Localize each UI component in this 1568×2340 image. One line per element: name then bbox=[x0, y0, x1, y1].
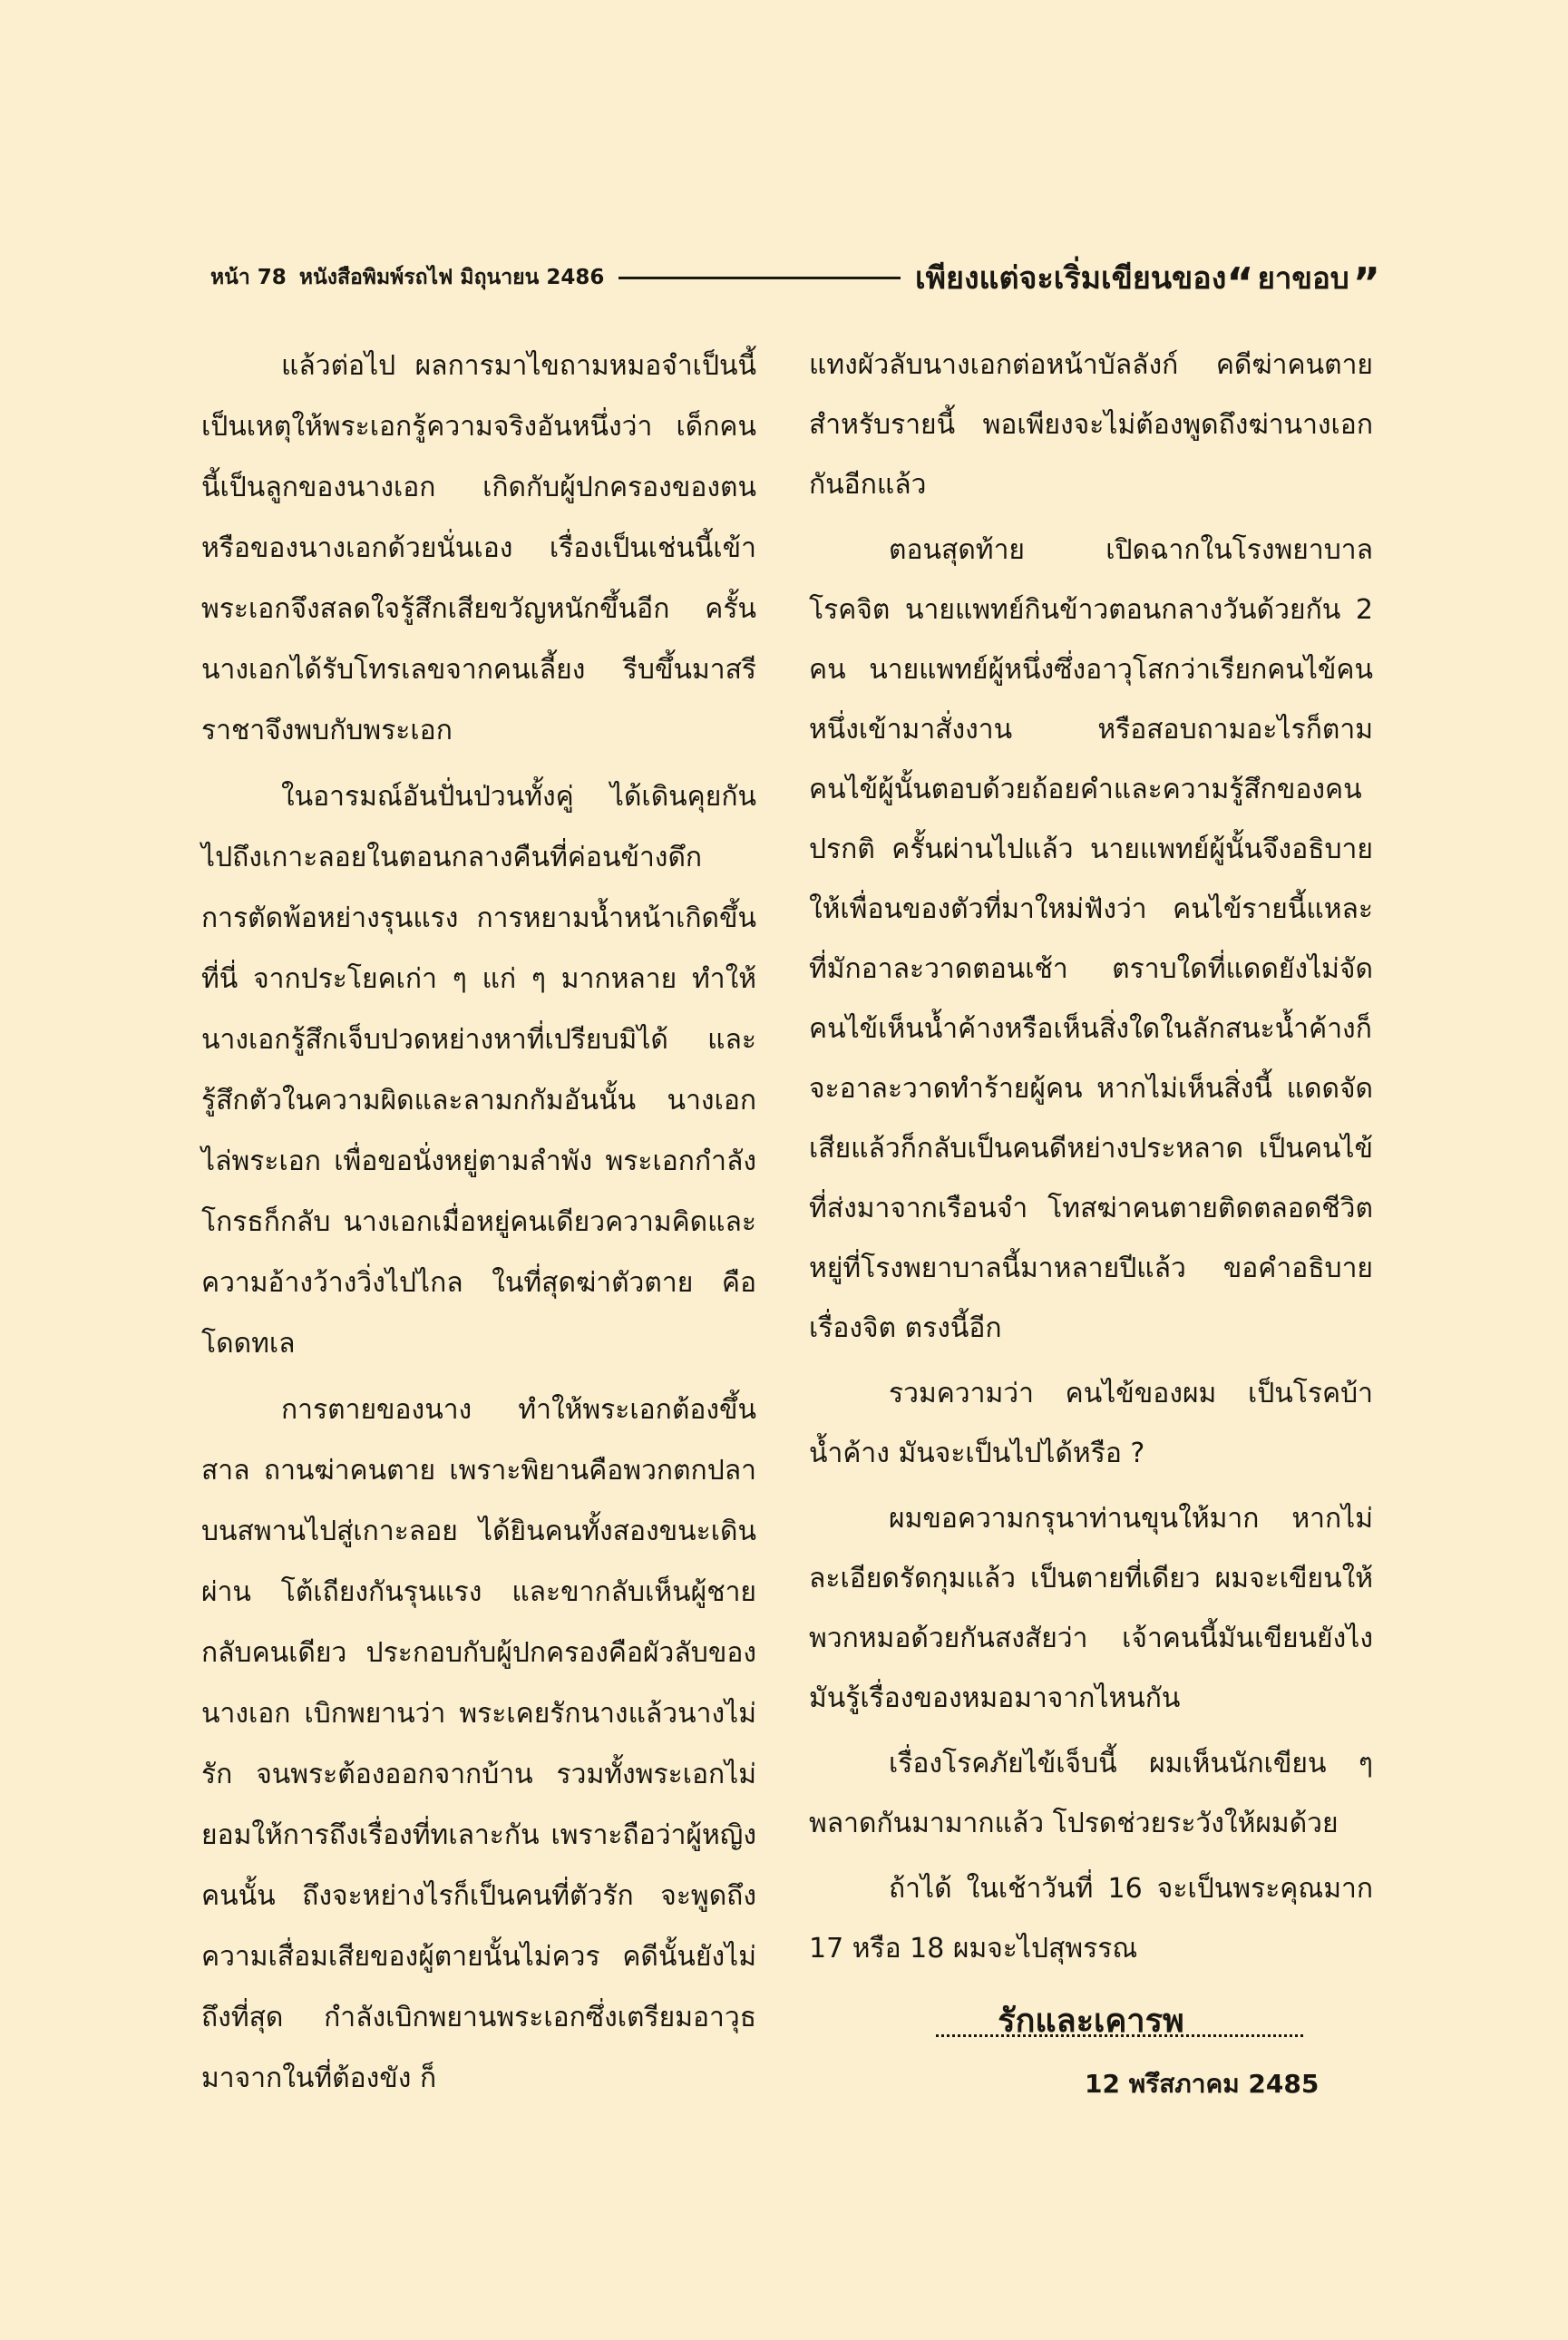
article-title: เพียงแต่จะเริ่มเขียนของ bbox=[915, 260, 1227, 297]
header-rule bbox=[618, 277, 901, 279]
paragraph: เรื่องโรคภัยไข้เจ็บนี้ ผมเห็นนักเขียน ๆ พลาดกันมามากแล้ว โปรดช่วยระวังให้ผมด้วย bbox=[809, 1748, 1373, 1839]
signature-line bbox=[936, 2034, 1303, 2037]
paragraph: ถ้าได้ ในเช้าวันที่ 16 จะเป็นพระคุณมาก 17 หรือ 18 ผมจะไปสุพรรณ bbox=[809, 1873, 1373, 1965]
paragraph: รวมความว่า คนไข้ของผม เป็นโรคบ้าน้ำค้าง มันจะเป็นไปได้หรือ ? bbox=[809, 1378, 1373, 1469]
open-quote: “ bbox=[1226, 258, 1254, 307]
left-column bbox=[201, 336, 756, 2109]
paragraph: ในอารมณ์อันปั่นป่วนทั้งคู่ ได้เดินคุยกันไปถึงเกาะลอยในตอนกลางคืนที่ค่อนข้างดึก การตัดพ้อหย่างรุนแรง การหยามน้ำหน้าเกิดขึ้นที่นี่ จากประโยคเก่า ๆ แก่ ๆ มากหลาย ทำให้นางเอกรู้สึกเจ็บปวดหย่างหาที่เปรียบมิได้ และรู้สึกตัวในความผิดและลามกกัมอันนั้น นางเอกไล่พระเอก เพื่อขอนั่งหยู่ตามลำพัง พระเอกกำลังโกรธก็กลับ นางเอกเมื่อหยู่คนเดียวความคิดและความอ้างว้างวิ่งไปไกล ในที่สุดฆ่าตัวตาย คือโดดทเล bbox=[201, 781, 756, 1360]
letter-date: 12 พรึสภาคม 2485 bbox=[1085, 2069, 1320, 2099]
page-number: หน้า 78 bbox=[210, 266, 287, 289]
page-header bbox=[210, 250, 1380, 305]
paragraph: ผมขอความกรุนาท่านขุนให้มาก หากไม่ละเอียดรัดกุมแล้ว เป็นตายที่เดียว ผมจะเขียนให้พวกหมอด้วยกันสงสัยว่า เจ้าคนนี้มันเขียนยังไง มันรู้เรื่องของหมอมาจากไหนกัน bbox=[809, 1503, 1373, 1714]
paragraph: แทงผัวลับนางเอกต่อหน้าบัลลังก์ คดีฆ่าคนตายสำหรับรายนี้ พอเพียงจะไม่ต้องพูดถึงฆ่านางเอกกันอีกแล้ว bbox=[809, 349, 1373, 501]
article-author: ยาขอบ bbox=[1257, 259, 1349, 296]
close-quote: ” bbox=[1352, 258, 1380, 307]
paragraph: ตอนสุดท้าย เปิดฉากในโรงพยาบาลโรคจิต นายแพทย์กินข้าวตอนกลางวันด้วยกัน 2 คน นายแพทย์ผู้หนึ่งซึ่งอาวุโสกว่าเรียกคนไข้คนหนึ่งเข้ามาสั่งงาน หรือสอบถามอะไรก็ตาม คนไข้ผู้นั้นตอบด้วยถ้อยคำและความรู้สึกของคนปรกติ ครั้นผ่านไปแล้ว นายแพทย์ผู้นั้นจึงอธิบายให้เพื่อนของตัวที่มาใหม่ฟังว่า คนไข้รายนี้แหละที่มักอาละวาดตอนเช้า ตราบใดที่แดดยังไม่จัด คนไข้เห็นน้ำค้างหรือเห็นสิ่งใดในลักสนะน้ำค้างก็จะอาละวาดทำร้ายผู้คน หากไม่เห็นสิ่งนี้ แดดจัดเสียแล้วก็กลับเป็นคนดีหย่างประหลาด เป็นคนไข้ที่ส่งมาจากเรือนจำ โทสฆ่าคนตายติดตลอดชีวิต หยู่ที่โรงพยาบาลนี้มาหลายปีแล้ว ขอคำอธิบายเรื่องจิต ตรงนี้อีก bbox=[809, 534, 1373, 1344]
right-column bbox=[809, 336, 1373, 2052]
closing-salutation: รักและเคารพ bbox=[998, 2003, 1184, 2040]
paragraph: การตายของนาง ทำให้พระเอกต้องขึ้นสาล ถานฆ่าคนตาย เพราะพิยานคือพวกตกปลาบนสพานไปสู่เกาะลอย ได้ยินคนทั้งสองขนะเดินผ่าน โต้เถียงกันรุนแรง และขากลับเห็นผู้ชายกลับคนเดียว ประกอบกับผู้ปกครองคือผัวลับของนางเอก เบิกพยานว่า พระเคยรักนางแล้วนางไม่รัก จนพระต้องออกจากบ้าน รวมทั้งพระเอกไม่ยอมให้การถึงเรื่องที่ทเลาะกัน เพราะถือว่าผู้หญิงคนนั้น ถึงจะหย่างไรก็เป็นคนที่ตัวรัก จะพูดถึงความเสื่อมเสียของผู้ตายนั้นไม่ควร คดีนั้นยังไม่ถึงที่สุด กำลังเบิกพยานพระเอกซึ่งเตรียมอาวุธมาจากในที่ต้องขัง ก็ bbox=[201, 1394, 756, 2094]
paragraph: แล้วต่อไป ผลการมาไขถามหมอจำเป็นนี้ เป็นเหตุให้พระเอกรู้ความจริงอันหนึ่งว่า เด็กคนนี้เป็นลูกของนางเอก เกิดกับผู้ปกครองของตนหรือของนางเอกด้วยนั่นเอง เรื่องเป็นเช่นนี้เข้า พระเอกจึงสลดใจรู้สึกเสียขวัญหนักขึ้นอีก ครั้นนางเอกได้รับโทรเลขจากคนเลี้ยง รีบขึ้นมาสรีราชาจึงพบกับพระเอก bbox=[201, 350, 756, 746]
publication-source: หนังสือพิมพ์รถไฟ มิถุนายน 2486 bbox=[298, 266, 605, 289]
